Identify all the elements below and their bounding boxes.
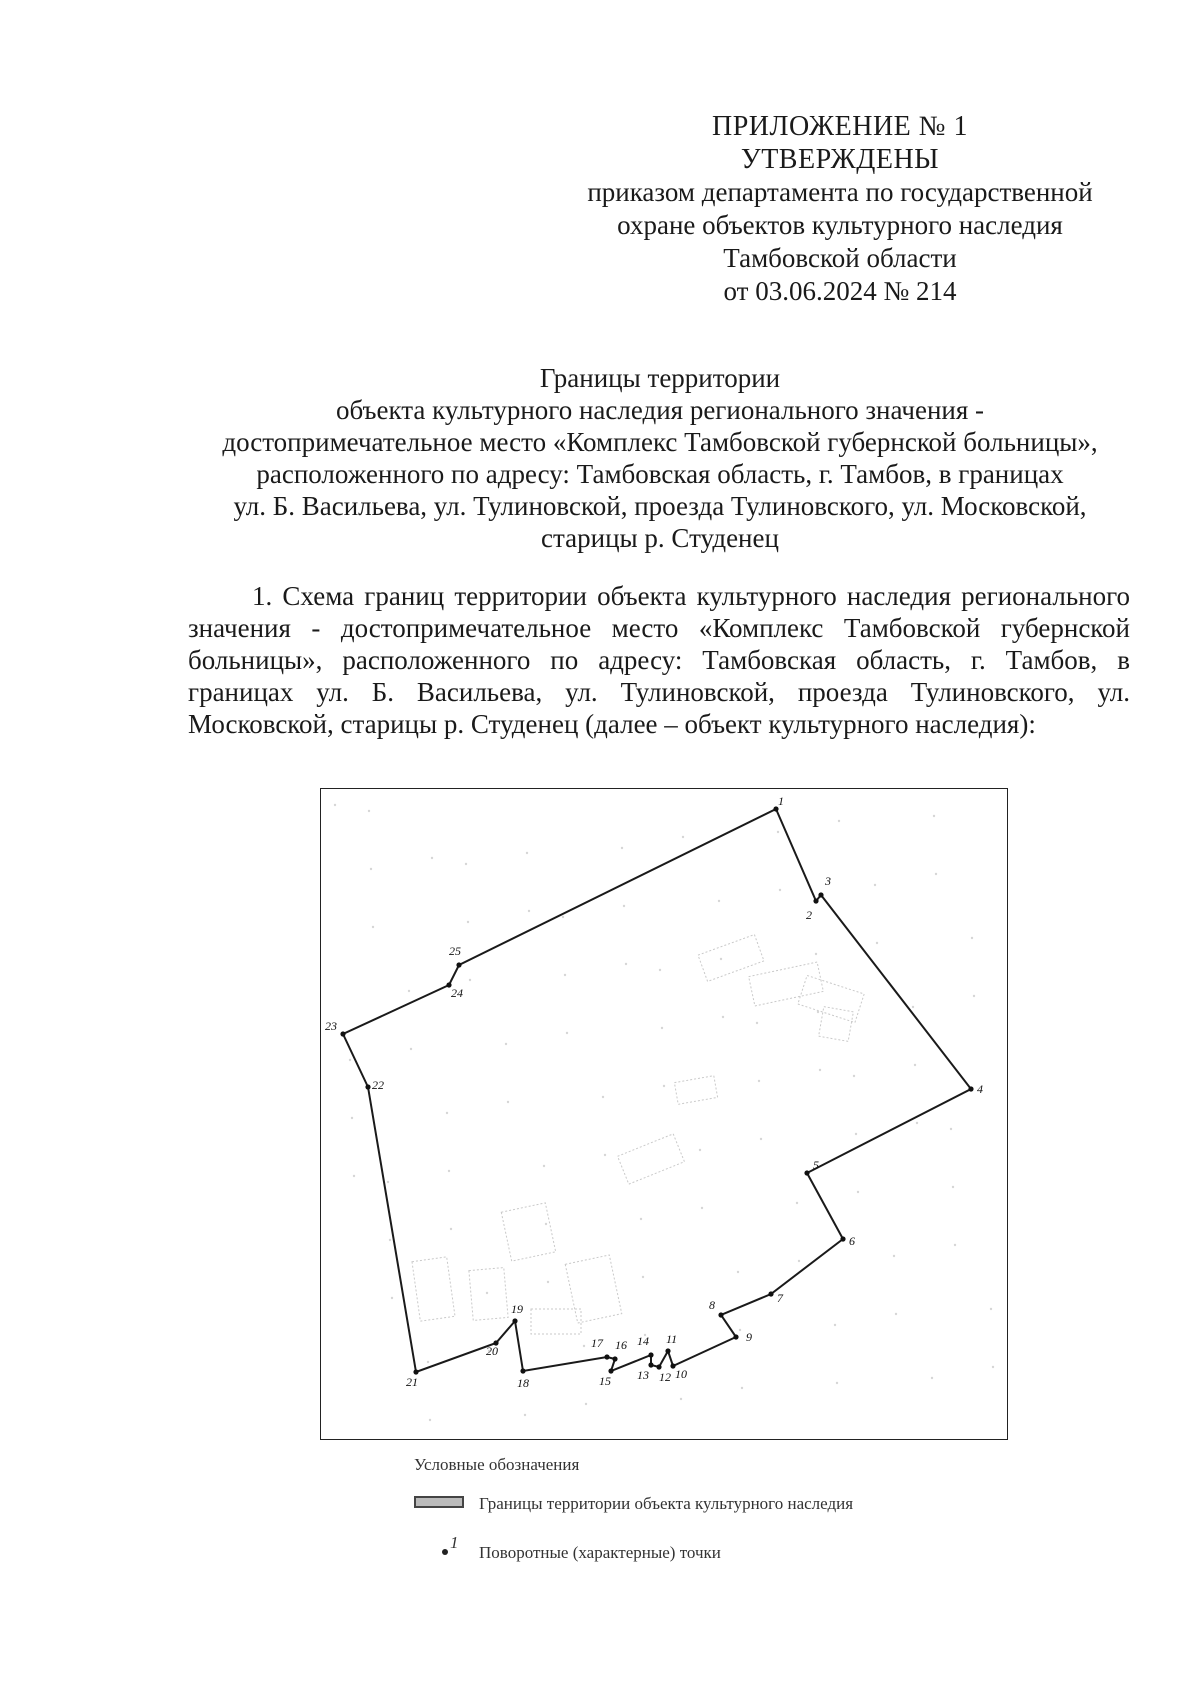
background-speckle [836, 1382, 838, 1384]
background-speckle [699, 1149, 701, 1151]
body-paragraph-block [188, 580, 1130, 740]
background-speckle [931, 1377, 933, 1379]
background-speckle [952, 1186, 954, 1188]
map-background-buildings [334, 804, 994, 1421]
turning-point-label: 13 [637, 1368, 649, 1382]
background-speckle [334, 804, 336, 806]
background-speckle [642, 1276, 644, 1278]
background-speckle [973, 995, 975, 997]
background-speckle [564, 974, 566, 976]
background-speckle [874, 884, 876, 886]
turning-point-marker [656, 1364, 661, 1369]
turning-point-marker [840, 1236, 845, 1241]
background-speckle [621, 847, 623, 849]
turning-point-marker [718, 1312, 723, 1317]
background-speckle [739, 1329, 741, 1331]
background-speckle [505, 1043, 507, 1045]
background-speckle [389, 1239, 391, 1241]
background-speckle [391, 1297, 393, 1299]
background-speckle [446, 1112, 448, 1114]
title-line: объекта культурного наследия регионального значения - [335, 395, 985, 425]
turning-point-marker [648, 1362, 653, 1367]
appendix-header [560, 110, 1120, 308]
background-building-outline [819, 1007, 854, 1042]
background-speckle [663, 1085, 665, 1087]
background-building-outline [674, 1076, 717, 1105]
turning-point-label: 23 [325, 1019, 337, 1033]
turning-point-label: 8 [709, 1298, 715, 1312]
background-speckle [777, 831, 779, 833]
background-speckle [756, 1022, 758, 1024]
background-building-outline [412, 1257, 455, 1321]
background-speckle [583, 1345, 585, 1347]
background-speckle [528, 910, 530, 912]
turning-point-marker [520, 1368, 525, 1373]
background-speckle [855, 1133, 857, 1135]
turning-point-marker [665, 1348, 670, 1353]
background-speckle [758, 1080, 760, 1082]
background-speckle [933, 815, 935, 817]
background-building-outline [749, 962, 824, 1006]
background-speckle [351, 1117, 353, 1119]
background-speckle [467, 921, 469, 923]
turning-point-label: 1 [778, 794, 784, 808]
background-speckle [779, 889, 781, 891]
background-speckle [408, 990, 410, 992]
turning-point-marker [733, 1334, 738, 1339]
turning-point-label: 15 [599, 1374, 611, 1388]
title-line: ул. Б. Васильева, ул. Тулиновской, проезда Тулиновского, ул. Московской, [233, 491, 1087, 521]
order-line: Тамбовской области [723, 243, 957, 273]
background-speckle [623, 905, 625, 907]
turning-point-marker [512, 1318, 517, 1323]
turning-point-label: 11 [666, 1332, 678, 1346]
legend-title: Условные обозначения [414, 1455, 580, 1474]
turning-point-marker [648, 1352, 653, 1357]
background-speckle [895, 1313, 897, 1315]
legend-point-label: Поворотные (характерные) точки [479, 1543, 721, 1562]
background-speckle [916, 1122, 918, 1124]
background-speckle [370, 868, 372, 870]
background-speckle [465, 863, 467, 865]
territory-boundary-line [343, 809, 971, 1372]
turning-point-marker [818, 892, 823, 897]
turning-point-marker [604, 1354, 609, 1359]
background-speckle [853, 1075, 855, 1077]
background-speckle [912, 1006, 914, 1008]
turning-point-label: 17 [591, 1336, 603, 1350]
background-speckle [448, 1170, 450, 1172]
map-canvas [321, 789, 1009, 1441]
background-speckle [585, 1403, 587, 1405]
background-speckle [368, 810, 370, 812]
turning-point-label: 24 [451, 986, 463, 1000]
order-line: приказом департамента по государственной [587, 177, 1093, 207]
background-speckle [427, 1361, 429, 1363]
turning-point-label: 5 [813, 1158, 819, 1172]
legend-row-points [414, 1533, 1014, 1565]
background-speckle [659, 969, 661, 971]
legend-row-boundary [414, 1492, 1014, 1516]
turning-point-label: 6 [849, 1234, 855, 1248]
boundary-swatch-icon [414, 1496, 464, 1508]
background-speckle [701, 1207, 703, 1209]
turning-point-label: 19 [511, 1302, 523, 1316]
background-speckle [524, 1414, 526, 1416]
background-speckle [682, 836, 684, 838]
background-speckle [429, 1419, 431, 1421]
background-speckle [815, 953, 817, 955]
background-speckle [935, 873, 937, 875]
background-speckle [372, 926, 374, 928]
background-speckle [604, 1154, 606, 1156]
turning-point-label: 25 [449, 944, 461, 958]
background-speckle [661, 1027, 663, 1029]
turning-point-marker [413, 1369, 418, 1374]
background-speckle [817, 1011, 819, 1013]
legend-point-sample: 1 [450, 1533, 459, 1552]
legend-boundary-label: Границы территории объекта культурного наследия [479, 1494, 854, 1513]
turning-point-label: 7 [777, 1291, 783, 1305]
turning-point-label: 3 [825, 874, 831, 888]
background-speckle [450, 1228, 452, 1230]
background-building-outline [798, 975, 864, 1022]
turning-point-label: 16 [615, 1338, 627, 1352]
background-speckle [431, 857, 433, 859]
background-speckle [838, 820, 840, 822]
background-speckle [760, 1138, 762, 1140]
background-speckle [971, 937, 973, 939]
body-paragraph: 1. Схема границ территории объекта культурного наследия регионального значения - достопримечательное место «Комплекс Тамбовской губернской больницы», расположенного по адресу: Тамбовская область, г. Тамбов, в границах ул. Б. Васильева, ул. Тулиновской, проезда Тулиновского, ул. Московской, старицы р. Студенец (далее – объект культурного наследия): [188, 581, 1130, 739]
title-line: старицы р. Студенец [541, 523, 779, 553]
turning-point-marker [968, 1086, 973, 1091]
turning-point-marker [608, 1368, 613, 1373]
background-building-outline [698, 935, 764, 982]
turning-point-marker [813, 898, 818, 903]
background-speckle [737, 1271, 739, 1273]
background-speckle [718, 900, 720, 902]
background-speckle [834, 1324, 836, 1326]
title-line: расположенного по адресу: Тамбовская область, г. Тамбов, в границах [256, 459, 1064, 489]
background-speckle [798, 1260, 800, 1262]
background-speckle [914, 1064, 916, 1066]
background-speckle [545, 1223, 547, 1225]
background-speckle [954, 1244, 956, 1246]
turning-point-label: 10 [675, 1367, 687, 1381]
background-speckle [876, 942, 878, 944]
background-speckle [353, 1175, 355, 1177]
background-speckle [819, 1069, 821, 1071]
background-speckle [349, 1059, 351, 1061]
approved-label: УТВЕРЖДЕНЫ [740, 144, 940, 175]
turning-point-marker [365, 1084, 370, 1089]
background-building-outline [501, 1203, 555, 1261]
turning-point-label: 20 [486, 1344, 498, 1358]
background-speckle [720, 958, 722, 960]
appendix-title: ПРИЛОЖЕНИЕ № 1 [712, 111, 968, 142]
background-speckle [640, 1218, 642, 1220]
title-line: Границы территории [539, 363, 781, 393]
turning-point-marker [340, 1031, 345, 1036]
background-speckle [722, 1016, 724, 1018]
turning-point-label: 9 [746, 1330, 752, 1344]
background-speckle [410, 1048, 412, 1050]
background-speckle [526, 852, 528, 854]
order-date-line: от 03.06.2024 № 214 [723, 276, 957, 306]
background-speckle [543, 1165, 545, 1167]
background-speckle [625, 963, 627, 965]
background-speckle [547, 1281, 549, 1283]
background-speckle [680, 1398, 682, 1400]
document-title [160, 362, 1160, 554]
background-speckle [507, 1101, 509, 1103]
background-speckle [562, 916, 564, 918]
turning-point-marker [804, 1170, 809, 1175]
background-building-outline [565, 1255, 621, 1323]
turning-point-label: 2 [806, 908, 812, 922]
title-line: достопримечательное место «Комплекс Тамбовской губернской больницы», [222, 427, 1098, 457]
background-speckle [387, 1181, 389, 1183]
background-building-outline [618, 1134, 685, 1184]
turning-point-label: 21 [406, 1375, 418, 1389]
turning-points-layer [325, 794, 983, 1390]
turning-point-icon [442, 1549, 448, 1555]
turning-point-label: 18 [517, 1376, 529, 1390]
background-speckle [469, 979, 471, 981]
background-speckle [796, 1202, 798, 1204]
background-building-outline [469, 1268, 508, 1321]
turning-point-label: 14 [637, 1334, 649, 1348]
turning-point-marker [768, 1291, 773, 1296]
turning-point-label: 4 [977, 1082, 983, 1096]
background-speckle [893, 1255, 895, 1257]
background-speckle [741, 1387, 743, 1389]
background-speckle [992, 1366, 994, 1368]
background-speckle [990, 1308, 992, 1310]
order-line: охране объектов культурного наследия [617, 210, 1063, 240]
turning-point-label: 12 [659, 1370, 671, 1384]
turning-point-marker [612, 1356, 617, 1361]
background-speckle [566, 1032, 568, 1034]
boundary-scheme-map [320, 788, 1008, 1440]
background-speckle [950, 1128, 952, 1130]
background-speckle [486, 1292, 488, 1294]
turning-point-marker [456, 962, 461, 967]
turning-point-label: 22 [372, 1078, 384, 1092]
background-speckle [602, 1096, 604, 1098]
background-speckle [857, 1191, 859, 1193]
background-building-outline [531, 1309, 581, 1334]
